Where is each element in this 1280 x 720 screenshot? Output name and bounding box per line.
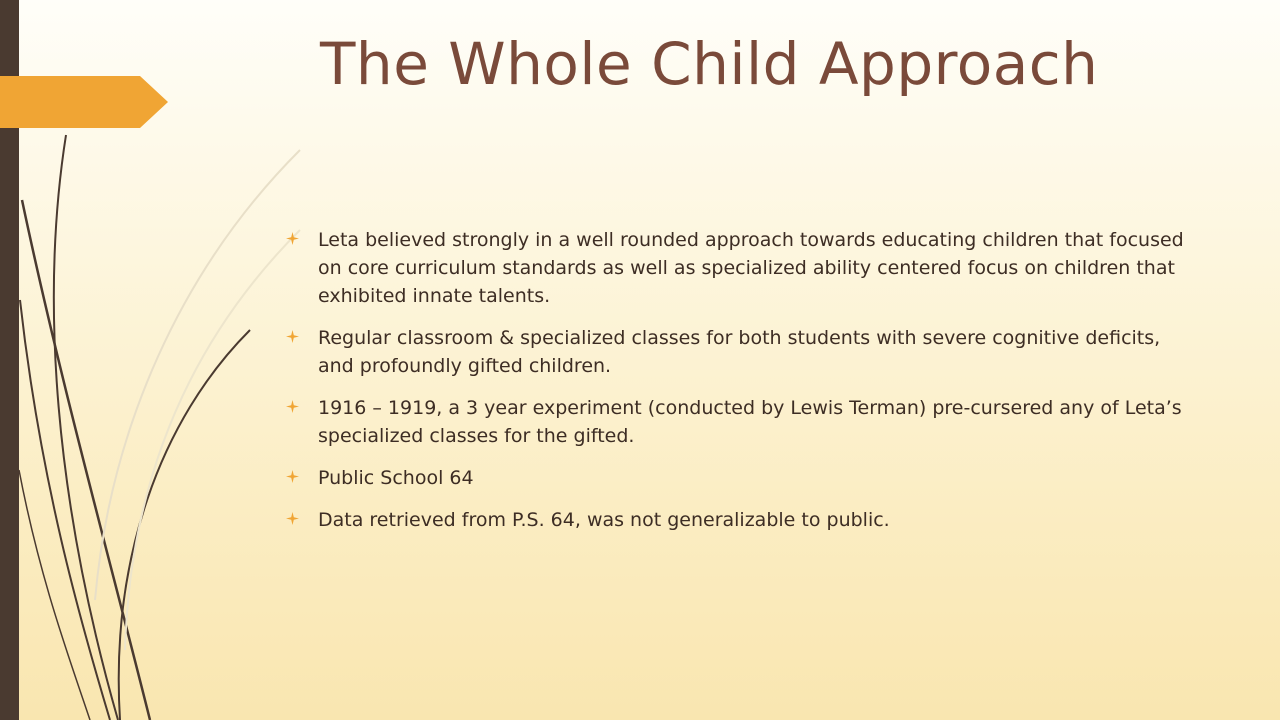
bullet-item <box>286 226 1196 310</box>
four-point-star-icon <box>286 470 299 483</box>
bullet-text: Regular classroom & specialized classes for both students with severe cognitive deficits, and profoundly gifted children. <box>318 327 1161 377</box>
decorative-swirl-lines <box>0 0 320 720</box>
four-point-star-icon <box>286 400 299 413</box>
bullet-text: Leta believed strongly in a well rounded approach towards educating children that focused on core curriculum standards as well as specialized ability centered focus on children that exhibited innate talents. <box>318 229 1184 307</box>
slide-title: The Whole Child Approach <box>320 30 1099 98</box>
bullet-item <box>286 324 1196 380</box>
bullet-item <box>286 506 1196 534</box>
four-point-star-icon <box>286 330 299 343</box>
bullet-item <box>286 464 1196 492</box>
bullet-item <box>286 394 1196 450</box>
bullet-text: 1916 – 1919, a 3 year experiment (conducted by Lewis Terman) pre-cursered any of Leta’s specialized classes for the gifted. <box>318 397 1182 447</box>
four-point-star-icon <box>286 512 299 525</box>
bullet-text: Public School 64 <box>318 467 474 489</box>
bullet-text: Data retrieved from P.S. 64, was not generalizable to public. <box>318 509 890 531</box>
four-point-star-icon <box>286 232 299 245</box>
bullet-list <box>286 226 1196 548</box>
